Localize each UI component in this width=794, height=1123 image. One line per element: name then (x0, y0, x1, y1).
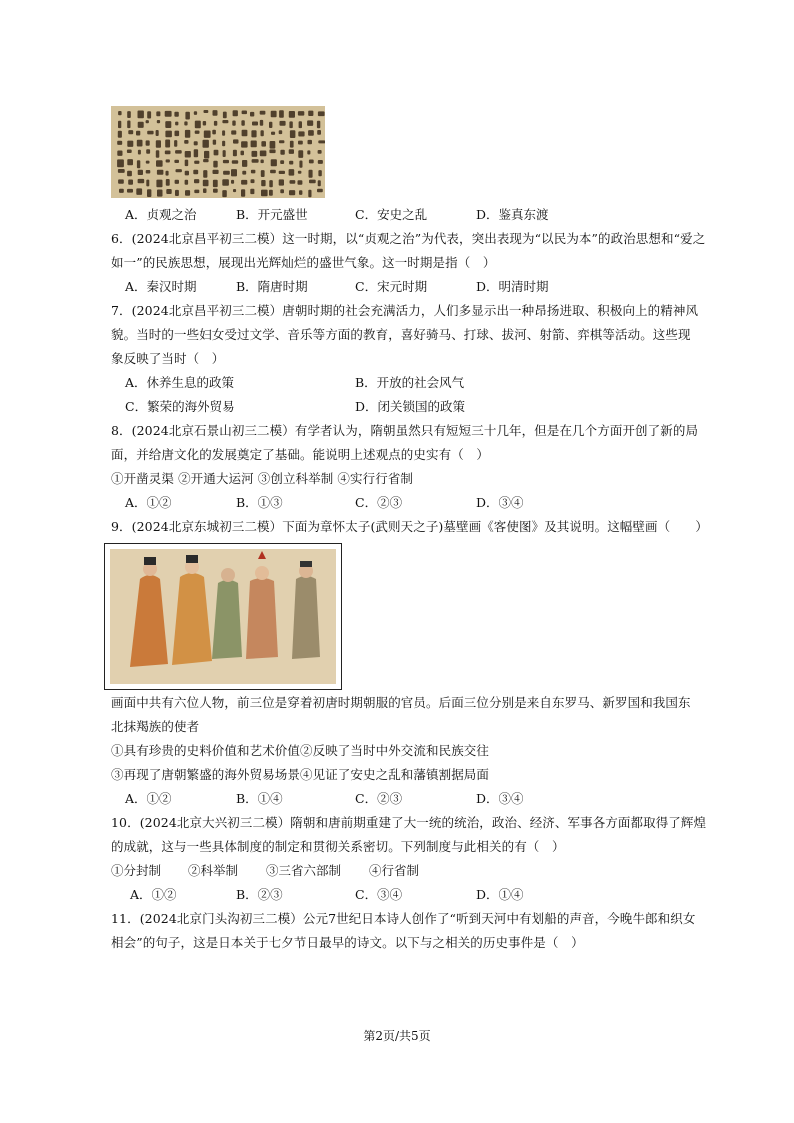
calligraphy-stroke (175, 150, 182, 154)
calligraphy-stroke (308, 190, 311, 197)
calligraphy-stroke (204, 151, 209, 159)
calligraphy-stroke (194, 111, 197, 115)
calligraphy-stroke (308, 130, 314, 136)
q7-stem-line-2: 貌。当时的一些妇女受过文学、音乐等方面的教育，喜好骑马、打球、拔河、射箭、弈棋等活动。这些现 (111, 327, 691, 342)
calligraphy-stroke (156, 140, 161, 148)
q10-item-4: ④行省制 (369, 863, 420, 878)
calligraphy-stroke (222, 141, 225, 147)
calligraphy-stroke (174, 140, 177, 147)
calligraphy-stroke (223, 160, 229, 163)
calligraphy-stroke (175, 180, 179, 184)
calligraphy-stroke (203, 180, 209, 187)
calligraphy-stroke (271, 132, 275, 135)
calligraphy-stroke (290, 141, 294, 148)
calligraphy-stroke (146, 120, 149, 123)
calligraphy-stroke (242, 111, 247, 115)
calligraphy-stroke (269, 149, 275, 153)
calligraphy-stroke (166, 171, 169, 176)
calligraphy-stroke (233, 150, 237, 157)
calligraphy-stroke (176, 169, 182, 172)
calligraphy-stroke (308, 140, 313, 144)
calligraphy-stroke (213, 170, 219, 174)
calligraphy-stroke (127, 121, 130, 129)
q5-option-a: A．贞观之治 (125, 207, 197, 222)
q10-item-3: ③三省六部制 (266, 863, 342, 878)
q6-option-d: D．明清时期 (476, 279, 549, 294)
q6-stem-line-1: 6．(2024北京昌平初三二模）这一时期，以“贞观之治”为代表，突出表现为“以民为本”的政治思想和“爱之 (111, 231, 706, 246)
calligraphy-stroke (194, 190, 199, 194)
page-number: 第2页/共5页 (363, 1029, 431, 1043)
q6-option-b: B．隋唐时期 (236, 279, 308, 294)
calligraphy-stroke (223, 171, 230, 175)
calligraphy-stroke (318, 160, 323, 164)
calligraphy-stroke (299, 161, 302, 168)
calligraphy-stroke (137, 160, 140, 168)
calligraphy-stroke (175, 122, 178, 126)
q7-option-b: B．开放的社会风气 (355, 375, 465, 390)
calligraphy-stroke (241, 189, 245, 197)
calligraphy-stroke (279, 179, 284, 185)
calligraphy-stroke (298, 111, 304, 116)
calligraphy-stroke (214, 121, 217, 126)
calligraphy-stroke (231, 169, 237, 176)
calligraphy-stroke (231, 130, 236, 134)
calligraphy-stroke (269, 180, 273, 187)
calligraphy-stroke (214, 150, 219, 156)
calligraphy-stroke (146, 149, 150, 154)
calligraphy-stroke (127, 171, 132, 177)
calligraphy-stroke (289, 111, 295, 118)
calligraphy-stroke (174, 160, 179, 163)
calligraphy-stroke (157, 170, 164, 175)
calligraphy-stroke (318, 150, 322, 154)
calligraphy-stroke (118, 179, 124, 183)
calligraphy-stroke (279, 130, 283, 134)
calligraphy-stroke (252, 122, 258, 126)
q7-stem-line-3: 象反映了当时（ ） (111, 351, 225, 366)
calligraphy-stroke (280, 150, 284, 155)
q8-statements: ①开凿灵渠 ②开通大运河 ③创立科举制 ④实行行省制 (111, 471, 414, 486)
calligraphy-stroke (271, 111, 277, 118)
calligraphy-stroke (222, 190, 227, 197)
calligraphy-stroke (299, 121, 302, 128)
calligraphy-stroke (280, 189, 284, 193)
calligraphy-stroke (279, 140, 284, 143)
calligraphy-stroke (318, 111, 325, 116)
calligraphy-stroke (185, 160, 189, 167)
calligraphy-stroke (194, 179, 199, 183)
calligraphy-stroke (118, 121, 121, 128)
calligraphy-stroke (309, 160, 314, 164)
calligraphy-stroke (117, 151, 122, 156)
q5-option-d: D．鉴真东渡 (476, 207, 549, 222)
calligraphy-stroke (317, 130, 321, 135)
q10-option-a: A．①② (130, 887, 177, 902)
q9-statements-line-2: ③再现了唐朝繁盛的海外贸易场景④见证了安史之乱和藩镇割据局面 (111, 767, 490, 782)
q9-option-a: A．①② (125, 791, 172, 806)
calligraphy-stroke (212, 130, 216, 135)
calligraphy-stroke (156, 160, 163, 166)
calligraphy-stroke (184, 121, 187, 125)
calligraphy-stroke (261, 180, 265, 186)
calligraphy-stroke (289, 149, 294, 154)
calligraphy-stroke (241, 180, 247, 185)
calligraphy-stroke (204, 110, 209, 113)
calligraphy-stroke (213, 161, 217, 168)
calligraphy-stroke (156, 111, 160, 116)
calligraphy-stroke (213, 180, 218, 187)
q11-stem-line-1: 11．(2024北京门头沟初三二模）公元7世纪日本诗人创作了“听到天河中有划船的声音，今晚牛郎和织女 (111, 911, 696, 926)
calligraphy-stroke (119, 189, 124, 193)
calligraphy-stroke (251, 141, 257, 148)
calligraphy-stroke (118, 169, 125, 173)
calligraphy-stroke (157, 190, 163, 197)
q9-caption-line-2: 北抹羯族的使者 (111, 719, 200, 734)
calligraphy-stroke (185, 151, 191, 158)
calligraphy-stroke (128, 130, 133, 134)
q8-stem-line-1: 8．(2024北京石景山初三二模）有学者认为，隋朝虽然只有短短三十几年，但是在几个方面开创了新的局 (111, 423, 699, 438)
calligraphy-stroke (223, 150, 226, 157)
calligraphy-stroke (117, 159, 124, 167)
calligraphy-stroke (252, 159, 259, 163)
calligraphy-stroke (194, 141, 198, 145)
calligraphy-stroke (146, 170, 151, 174)
calligraphy-stroke (318, 140, 325, 143)
q5-option-c: C．安史之乱 (355, 207, 428, 222)
calligraphy-stroke (250, 189, 254, 194)
calligraphy-stroke (156, 180, 162, 188)
calligraphy-stroke (213, 140, 216, 145)
calligraphy-stroke (136, 131, 140, 136)
calligraphy-stroke (298, 131, 304, 136)
calligraphy-stroke (289, 190, 295, 195)
calligraphy-stroke (279, 110, 284, 118)
calligraphy-stroke (250, 112, 254, 117)
q7-option-d: D．闭关锁国的政策 (355, 399, 466, 414)
q10-item-2: ②科举制 (188, 863, 239, 878)
calligraphy-stroke (138, 150, 141, 155)
calligraphy-stroke (166, 179, 170, 186)
calligraphy-stroke (290, 130, 296, 138)
calligraphy-stroke (165, 140, 170, 148)
calligraphy-stroke (127, 189, 133, 193)
q10-option-d: D．①④ (476, 887, 524, 902)
q8-stem-line-2: 面，并给唐文化的发展奠定了基础。能说明上述观点的史实有（ ） (111, 447, 490, 462)
calligraphy-stroke (261, 130, 264, 136)
calligraphy-stroke (138, 111, 144, 119)
calligraphy-stroke (222, 179, 229, 186)
calligraphy-stroke (317, 121, 320, 128)
calligraphy-stroke (317, 189, 323, 193)
calligraphy-stroke (290, 180, 296, 184)
calligraphy-stroke (309, 170, 313, 178)
calligraphy-stroke (261, 160, 264, 164)
calligraphy-stroke (279, 171, 285, 174)
calligraphy-stroke (128, 180, 133, 185)
calligraphy-stroke (195, 121, 201, 129)
calligraphy-stroke (251, 130, 256, 137)
calligraphy-stroke (213, 189, 218, 193)
calligraphy-stroke (147, 131, 153, 135)
calligraphy-stroke (147, 111, 151, 118)
calligraphy-stroke (233, 189, 236, 192)
calligraphy-stroke (318, 180, 321, 186)
calligraphy-stroke (118, 131, 122, 138)
calligraphy-stroke (241, 120, 244, 126)
calligraphy-stroke (233, 110, 238, 116)
q10-stem-line-1: 10．(2024北京大兴初三二模）隋朝和唐前期重建了大一统的统治，政治、经济、军事各方面都取得了辉煌 (111, 815, 707, 830)
calligraphy-stroke (241, 151, 245, 156)
calligraphy-stroke (165, 121, 171, 128)
calligraphy-stroke (232, 160, 238, 164)
calligraphy-stroke (242, 130, 248, 137)
calligraphy-stroke (184, 140, 188, 144)
calligraphy-stroke (194, 149, 198, 157)
calligraphy-stroke (309, 180, 316, 184)
calligraphy-stroke (185, 112, 190, 120)
calligraphy-stroke (307, 120, 313, 126)
calligraphy-stroke (204, 131, 211, 138)
q10-option-c: C．③④ (355, 887, 403, 902)
calligraphy-stroke (203, 188, 207, 193)
calligraphy-stroke (232, 121, 235, 126)
calligraphy-stroke (146, 161, 150, 164)
calligraphy-stroke (298, 150, 303, 158)
calligraphy-stroke (298, 180, 303, 185)
calligraphy-stroke (185, 171, 189, 176)
calligraphy-stroke (280, 121, 286, 126)
calligraphy-stroke (156, 150, 160, 158)
q8-option-a: A．①② (125, 495, 172, 510)
calligraphy-stroke (242, 171, 246, 175)
calligraphy-stroke (233, 139, 239, 143)
calligraphy-stroke (298, 141, 303, 145)
calligraphy-stroke (270, 141, 276, 149)
calligraphy-stroke (185, 130, 190, 138)
calligraphy-stroke (308, 111, 313, 116)
calligraphy-stroke (280, 160, 284, 164)
calligraphy-stroke (261, 170, 265, 177)
q9-option-d: D．③④ (476, 791, 524, 806)
calligraphy-stroke (203, 121, 206, 126)
q9-stem: 9．(2024北京东城初三二模）下面为章怀太子(武则天之子)墓壁画《客使图》及其说明。这幅壁画（ ） (111, 519, 708, 534)
q11-stem-line-2: 相会”的句子，这是日本关于七夕节日最早的诗文。以下与之相关的历史事件是（ ） (111, 935, 584, 950)
calligraphy-stroke (318, 170, 321, 176)
calligraphy-stroke (174, 112, 178, 117)
calligraphy-stroke (156, 130, 159, 136)
calligraphy-stroke (146, 180, 149, 187)
calligraphy-stroke (251, 170, 256, 174)
calligraphy-stroke (222, 130, 225, 135)
calligraphy-stroke (241, 141, 248, 147)
calligraphy-stroke (242, 160, 247, 167)
calligraphy-stroke (194, 161, 199, 164)
calligraphy-stroke (261, 141, 266, 147)
calligraphy-stroke (175, 190, 179, 196)
calligraphy-stroke (165, 131, 172, 138)
calligraphy-stroke (260, 111, 266, 115)
q8-option-d: D．③④ (476, 495, 524, 510)
calligraphy-stroke (136, 188, 142, 195)
calligraphy-stroke (138, 170, 143, 175)
calligraphy-stroke (137, 140, 143, 147)
calligraphy-stroke (157, 120, 160, 123)
q6-stem-line-2: 如一”的民族思想，展现出光辉灿烂的盛世气象。这一时期是指（ ） (111, 255, 496, 270)
q10-option-b: B．②③ (236, 887, 283, 902)
calligraphy-stroke (298, 171, 302, 174)
calligraphy-stroke (251, 179, 255, 183)
calligraphy-stroke (165, 111, 172, 117)
calligraphy-stroke (213, 110, 218, 116)
calligraphy-stroke (166, 159, 170, 162)
q9-option-b: B．①④ (236, 791, 283, 806)
calligraphy-stroke (185, 190, 190, 196)
calligraphy-stroke (289, 121, 292, 128)
calligraphy-stroke (117, 141, 122, 145)
calligraphy-stroke (270, 170, 276, 174)
calligraphy-stroke (203, 140, 209, 148)
calligraphy-image (111, 106, 325, 198)
mural-image (110, 549, 336, 684)
q9-caption-line-1: 画面中共有六位人物，前三位是穿着初唐时期朝服的官员。后面三位分别是来自东罗马、新罗国和我国东 (111, 695, 691, 710)
calligraphy-stroke (118, 111, 122, 115)
calligraphy-stroke (223, 112, 227, 119)
calligraphy-stroke (289, 169, 295, 176)
q10-item-1: ①分封制 (111, 863, 162, 878)
q8-option-b: B．①③ (236, 495, 283, 510)
q9-option-c: C．②③ (355, 791, 403, 806)
q10-stem-line-2: 的成就，这与一些具体制度的制定和贯彻关系密切。下列制度与此相关的有（ ） (111, 839, 565, 854)
calligraphy-stroke (127, 150, 132, 154)
calligraphy-stroke (269, 122, 272, 128)
q6-option-c: C．宋元时期 (355, 279, 428, 294)
q8-option-c: C．②③ (355, 495, 403, 510)
calligraphy-stroke (260, 120, 263, 126)
calligraphy-stroke (138, 179, 145, 183)
calligraphy-stroke (271, 159, 277, 166)
calligraphy-stroke (193, 170, 198, 175)
calligraphy-stroke (222, 120, 228, 123)
calligraphy-stroke (269, 190, 273, 196)
calligraphy-stroke (127, 141, 133, 147)
calligraphy-stroke (185, 180, 189, 185)
q7-option-a: A．休养生息的政策 (125, 375, 235, 390)
calligraphy-stroke (166, 189, 171, 194)
calligraphy-stroke (252, 151, 258, 157)
q7-option-c: C．繁荣的海外贸易 (125, 399, 235, 414)
q5-option-b: B．开元盛世 (236, 207, 308, 222)
calligraphy-stroke (195, 131, 200, 134)
calligraphy-stroke (289, 161, 293, 165)
calligraphy-stroke (231, 180, 234, 184)
q6-option-a: A．秦汉时期 (125, 279, 197, 294)
calligraphy-stroke (138, 122, 144, 128)
calligraphy-stroke (203, 159, 209, 162)
q7-stem-line-1: 7．(2024北京昌平初三二模）唐朝时期的社会充满活力，人们多显示出一种昂扬进取、积极向上的精神风 (111, 303, 699, 318)
q9-statements-line-1: ①具有珍贵的史料价值和艺术价值②反映了当时中外交流和民族交往 (111, 743, 490, 758)
calligraphy-stroke (307, 150, 310, 154)
calligraphy-stroke (299, 190, 302, 195)
calligraphy-stroke (203, 170, 207, 178)
calligraphy-stroke (261, 190, 268, 197)
calligraphy-stroke (260, 151, 267, 157)
calligraphy-stroke (147, 189, 151, 197)
calligraphy-stroke (127, 111, 131, 118)
calligraphy-stroke (165, 151, 171, 155)
calligraphy-stroke (127, 159, 133, 165)
calligraphy-stroke (146, 140, 150, 145)
calligraphy-stroke (175, 131, 180, 137)
